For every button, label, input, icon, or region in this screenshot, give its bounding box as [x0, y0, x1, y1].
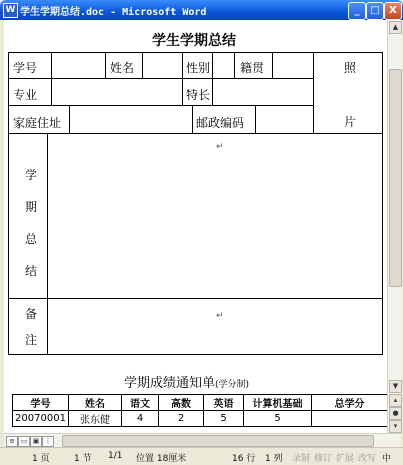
table-header-row: [13, 395, 388, 411]
cell-native-value[interactable]: [272, 52, 314, 79]
status-rec[interactable]: 录制: [292, 454, 311, 464]
cell-remark-value[interactable]: [47, 298, 383, 355]
close-button[interactable]: X: [384, 2, 402, 20]
header-computer: 计算机基础: [244, 395, 312, 411]
print-view-icon[interactable]: ▣: [30, 436, 42, 447]
photo-label-1: 照: [344, 61, 357, 75]
header-student-id: 学号: [13, 395, 69, 411]
postcode-label: 邮政编码: [196, 116, 245, 130]
cell-major-label: [8, 78, 52, 106]
normal-view-icon[interactable]: ≡: [6, 436, 18, 447]
cell-name-value[interactable]: [142, 52, 183, 79]
summary-char-3: 总: [25, 232, 38, 246]
scroll-up-icon[interactable]: ▲: [389, 21, 402, 34]
cell-remark-label: [8, 298, 48, 355]
status-bar: [0, 447, 403, 465]
minimize-button[interactable]: _: [348, 2, 366, 20]
specialty-label: 特长: [186, 88, 211, 102]
cell-specialty-label: [182, 78, 213, 106]
remark-char-1: 备: [25, 307, 38, 321]
cell-gender-value[interactable]: [212, 52, 235, 79]
score-title-sub: (学分制): [215, 380, 250, 390]
cell-photo[interactable]: [313, 52, 383, 134]
header-math: 高数: [159, 395, 204, 411]
photo-label-2: 片: [344, 115, 357, 129]
cell-value[interactable]: 20070001: [13, 411, 69, 427]
status-pages: 1/1: [108, 451, 123, 461]
word-app-icon[interactable]: W: [3, 3, 18, 18]
cell-value[interactable]: 2: [159, 411, 204, 427]
paragraph-mark: ↵: [216, 142, 224, 152]
status-trk[interactable]: 修订: [314, 454, 333, 464]
cell-value[interactable]: [312, 411, 388, 427]
scroll-down-icon[interactable]: ▼: [389, 380, 402, 393]
address-label: 家庭住址: [13, 116, 62, 130]
document-title: 学生学期总结: [152, 33, 236, 49]
status-language[interactable]: 中: [382, 454, 392, 464]
cell-summary-value[interactable]: [47, 133, 383, 299]
cell-value[interactable]: 4: [122, 411, 159, 427]
horizontal-scrollbar[interactable]: [4, 433, 401, 448]
table-row: [13, 411, 388, 427]
status-ext[interactable]: 扩展: [336, 454, 355, 464]
maximize-button[interactable]: □: [366, 2, 384, 20]
paragraph-mark: ↵: [216, 311, 224, 321]
header-total-credits: 总学分: [312, 395, 388, 411]
cell-specialty-value[interactable]: [212, 78, 314, 106]
cell-address-label: [8, 105, 70, 134]
cell-native-label: [234, 52, 273, 79]
previous-page-icon[interactable]: ▴: [389, 394, 402, 407]
cell-value[interactable]: 5: [204, 411, 244, 427]
status-column: 1 列: [265, 454, 283, 464]
title-bar: [0, 0, 403, 20]
window-title: 学生学期总结.doc - Microsoft Word: [20, 7, 207, 18]
cell-student-id-value[interactable]: [51, 52, 106, 79]
gender-label: 性别: [186, 61, 211, 75]
header-name: 姓名: [69, 395, 122, 411]
header-english: 英语: [204, 395, 244, 411]
outline-view-icon[interactable]: ⋮: [42, 436, 54, 447]
status-line: 16 行: [232, 454, 256, 464]
web-view-icon[interactable]: ▭: [18, 436, 30, 447]
next-page-icon[interactable]: ▾: [389, 420, 402, 433]
student-id-label: 学号: [13, 61, 38, 75]
header-chinese: 语文: [122, 395, 159, 411]
major-label: 专业: [13, 88, 38, 102]
status-ovr[interactable]: 改写: [358, 454, 377, 464]
score-title: [124, 372, 249, 391]
name-label: 姓名: [110, 61, 135, 75]
cell-value[interactable]: 张东健: [69, 411, 122, 427]
document-area[interactable]: [4, 20, 387, 433]
status-position: 位置 18厘米: [136, 454, 187, 464]
vertical-scrollbar[interactable]: [387, 20, 402, 433]
status-page: 1 页: [32, 454, 50, 464]
scroll-thumb[interactable]: [389, 69, 402, 287]
native-place-label: 籍贯: [240, 61, 265, 75]
cell-major-value[interactable]: [51, 78, 183, 106]
cell-student-id-label: [8, 52, 52, 79]
cell-summary-label: [8, 133, 48, 299]
summary-char-4: 结: [25, 264, 38, 278]
score-title-main: 学期成绩通知单: [124, 376, 216, 391]
browse-object-icon[interactable]: ●: [389, 407, 402, 420]
horizontal-scroll-thumb[interactable]: [62, 435, 374, 447]
remark-char-2: 注: [25, 333, 38, 347]
cell-name-label: [105, 52, 143, 79]
cell-address-value[interactable]: [69, 105, 193, 134]
status-section: 1 节: [74, 454, 92, 464]
score-table: [12, 394, 387, 427]
summary-char-1: 学: [25, 168, 38, 182]
cell-postcode-value[interactable]: [255, 105, 314, 134]
summary-char-2: 期: [25, 200, 38, 214]
cell-gender-label: [182, 52, 213, 79]
cell-value[interactable]: 5: [244, 411, 312, 427]
cell-postcode-label: [192, 105, 256, 134]
